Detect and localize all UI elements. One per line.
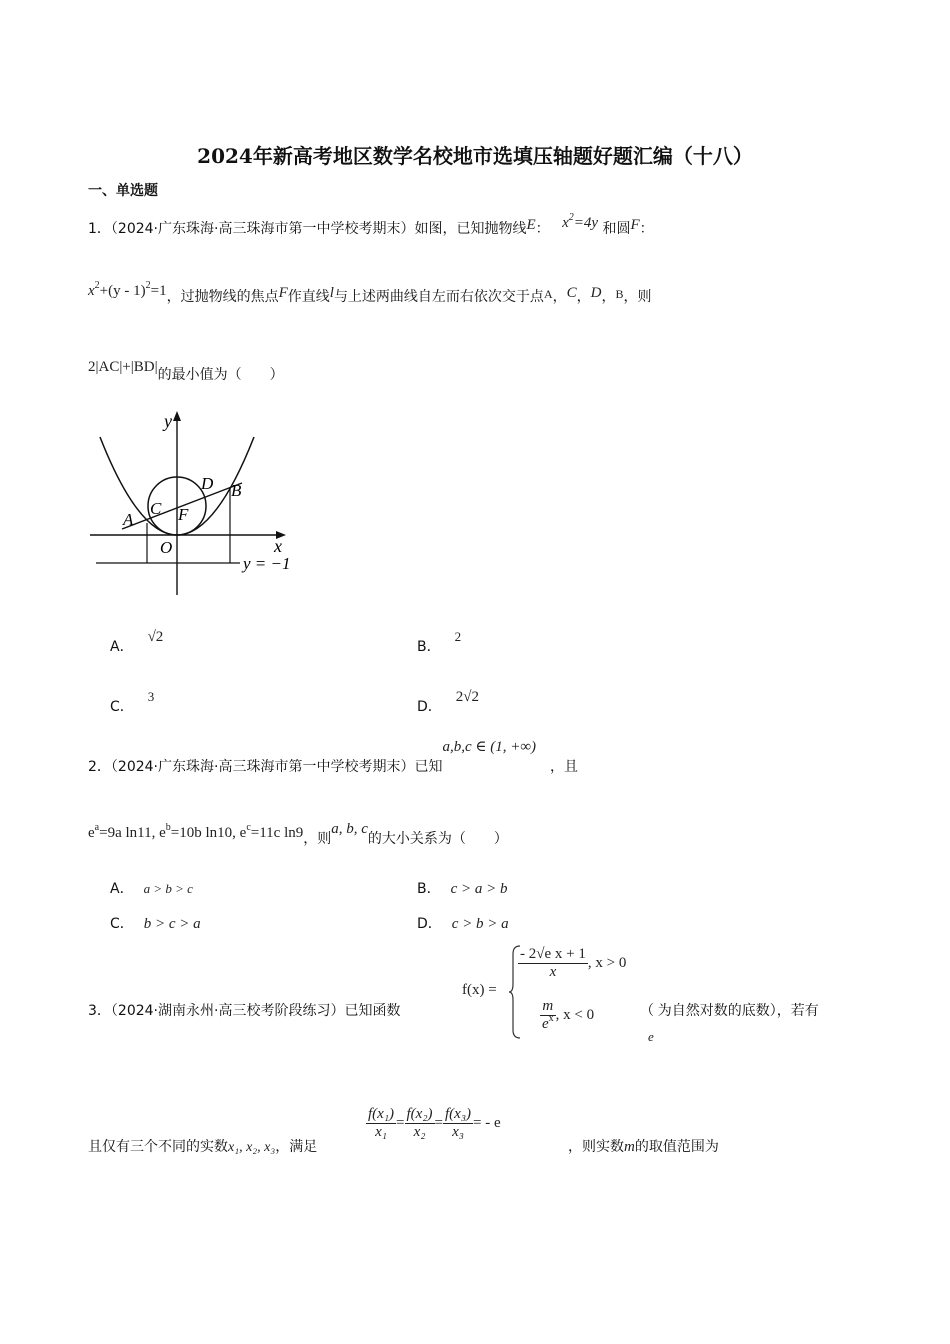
q1-text-e: 与上述两曲线自左而右依次交于点 bbox=[333, 289, 544, 305]
q2-text-c: ，则 bbox=[303, 831, 332, 847]
q2-option-a[interactable]: A． a > b > c bbox=[110, 881, 193, 897]
q3-m: m bbox=[624, 1139, 635, 1155]
q2-condition: a,b,c ∈ (1, +∞) bbox=[442, 739, 537, 755]
q2-option-d[interactable]: D． c > b > a bbox=[417, 916, 509, 932]
q1-text-d: 作直线 bbox=[287, 289, 330, 305]
q1-text-f: ，则 bbox=[623, 289, 652, 305]
q3-frac-2: $\frac{\text{f(x₂)}}{\text{x₂}}$ bbox=[406, 1106, 433, 1140]
q1-circle-eq: $x^2+(y - 1)^2=1$ bbox=[88, 280, 167, 299]
q1-source: （2024·广东珠海·高三珠海市第一中学校考期末） bbox=[110, 221, 415, 237]
q3-fx: f(x) = bbox=[462, 982, 497, 998]
q1-line1 bbox=[88, 212, 654, 238]
y-axis-arrow-icon bbox=[173, 411, 181, 421]
q2-option-b[interactable]: B． c > a > b bbox=[417, 881, 508, 897]
q1-figure bbox=[90, 405, 310, 605]
q3-line2 bbox=[88, 1136, 317, 1156]
q3-text-c: 且仅有三个不同的实数 bbox=[88, 1139, 228, 1155]
label-y: y bbox=[164, 411, 172, 431]
q2-text-b: ，且 bbox=[550, 759, 579, 775]
q2-vars: a, b, c bbox=[331, 821, 368, 837]
q2-line2 bbox=[88, 821, 508, 848]
q3-text-a: 已知函数 bbox=[344, 1003, 401, 1019]
page-title: 2024年新高考地区数学名校地市选填压轴题好题汇编（十八） bbox=[197, 144, 753, 168]
q1-expr: 2|AC|+|BD| bbox=[88, 359, 158, 375]
q3-line1-end bbox=[640, 1000, 819, 1044]
label-x: x bbox=[274, 536, 282, 556]
label-B: B bbox=[231, 481, 242, 500]
q2-text-d: 的大小关系为（ ） bbox=[367, 831, 508, 847]
q3-text-f: 的取值范围为 bbox=[634, 1139, 719, 1155]
q1-text-b: 和圆 bbox=[602, 221, 631, 237]
q2-text-a: 已知 bbox=[414, 759, 443, 775]
q1-F2: F bbox=[278, 285, 288, 301]
q3-line1-start bbox=[88, 1000, 400, 1020]
label-C: C bbox=[150, 499, 162, 518]
q1-option-d[interactable]: D．2√2 bbox=[417, 689, 480, 715]
q1-number: 1． bbox=[88, 221, 111, 237]
q1-option-c[interactable]: C．3 bbox=[110, 689, 155, 715]
q3-text-d: ，满足 bbox=[275, 1139, 318, 1155]
q1-text-c: ，过抛物线的焦点 bbox=[166, 289, 279, 305]
q2-equation: $e^a=9a$ ln11, $e^b=10b$ ln10, $e^c=11c$ ln9 bbox=[88, 822, 304, 841]
q1-l: l bbox=[329, 285, 334, 301]
q3-frac-1: $\frac{\text{f(x₁)}}{\text{x₁}}$ bbox=[368, 1106, 395, 1140]
q1-line3 bbox=[88, 359, 284, 384]
label-O: O bbox=[160, 538, 173, 557]
label-D: D bbox=[201, 474, 214, 493]
q1-option-a[interactable]: A．√2 bbox=[110, 629, 164, 655]
q2-number: 2． bbox=[88, 759, 111, 775]
q3-fraction-equation: $\frac{\text{f(x₁)}}{\text{x₁}}$ = $\frac{\text{f(x₂)}}{\text{x₂}}$ = $\frac{\text{f(x₃)}}{\text{x₃}}$ = - e bbox=[368, 1106, 501, 1140]
q2-source: （2024·广东珠海·高三珠海市第一中学校考期末） bbox=[110, 759, 415, 775]
q1-text-g: 的最小值为（ ） bbox=[157, 367, 284, 383]
q1-D: D bbox=[590, 285, 602, 301]
q1-E: E bbox=[526, 217, 536, 233]
q3-e-symbol: e bbox=[648, 1029, 654, 1044]
q1-text: 如图，已知抛物线 bbox=[414, 221, 527, 237]
q3-frac-3: $\frac{\text{f(x₃)}}{\text{x₃}}$ bbox=[445, 1106, 472, 1140]
q1-parabola: $x^2=4y$ bbox=[562, 212, 599, 231]
q3-number: 3． bbox=[88, 1003, 111, 1019]
q1-colon: ： bbox=[535, 221, 550, 237]
label-directrix: y = −1 bbox=[243, 554, 291, 573]
q3-text-e: ，则实数 bbox=[568, 1139, 624, 1155]
q1-B: B bbox=[615, 287, 624, 301]
q1-line2: $x^2+(y - 1)^2=1$，过抛物线的焦点F作直线l与上述两曲线自左而右依次交于点A，C，D，B，则 bbox=[88, 280, 652, 305]
q3-line2-end bbox=[568, 1136, 719, 1156]
q1-C: C bbox=[566, 285, 577, 301]
section-heading: 一、单选题 bbox=[88, 183, 158, 199]
q1-F: F bbox=[630, 217, 640, 233]
q1-option-b[interactable]: B．2 bbox=[417, 629, 462, 655]
q3-case2: $\frac{m}{e^x}$ , x < 0 bbox=[542, 998, 595, 1032]
q2-option-c[interactable]: C． b > c > a bbox=[110, 916, 201, 932]
q3-paren: （ bbox=[640, 1003, 654, 1019]
q3-xs: x₁, x₂, x₃ bbox=[228, 1140, 276, 1155]
q1-colon2: ： bbox=[639, 221, 654, 237]
label-A: A bbox=[123, 510, 134, 529]
q2-line1 bbox=[88, 739, 579, 776]
q3-source: （2024·湖南永州·高三校考阶段练习） bbox=[110, 1003, 345, 1019]
label-F: F bbox=[178, 505, 189, 524]
q3-text-b: 为自然对数的底数），若有 bbox=[657, 1003, 819, 1019]
q1-A: A bbox=[543, 287, 553, 301]
q3-case1: $\frac{\text{- 2√e x + 1}}{x}$ , x > 0 bbox=[520, 946, 627, 980]
